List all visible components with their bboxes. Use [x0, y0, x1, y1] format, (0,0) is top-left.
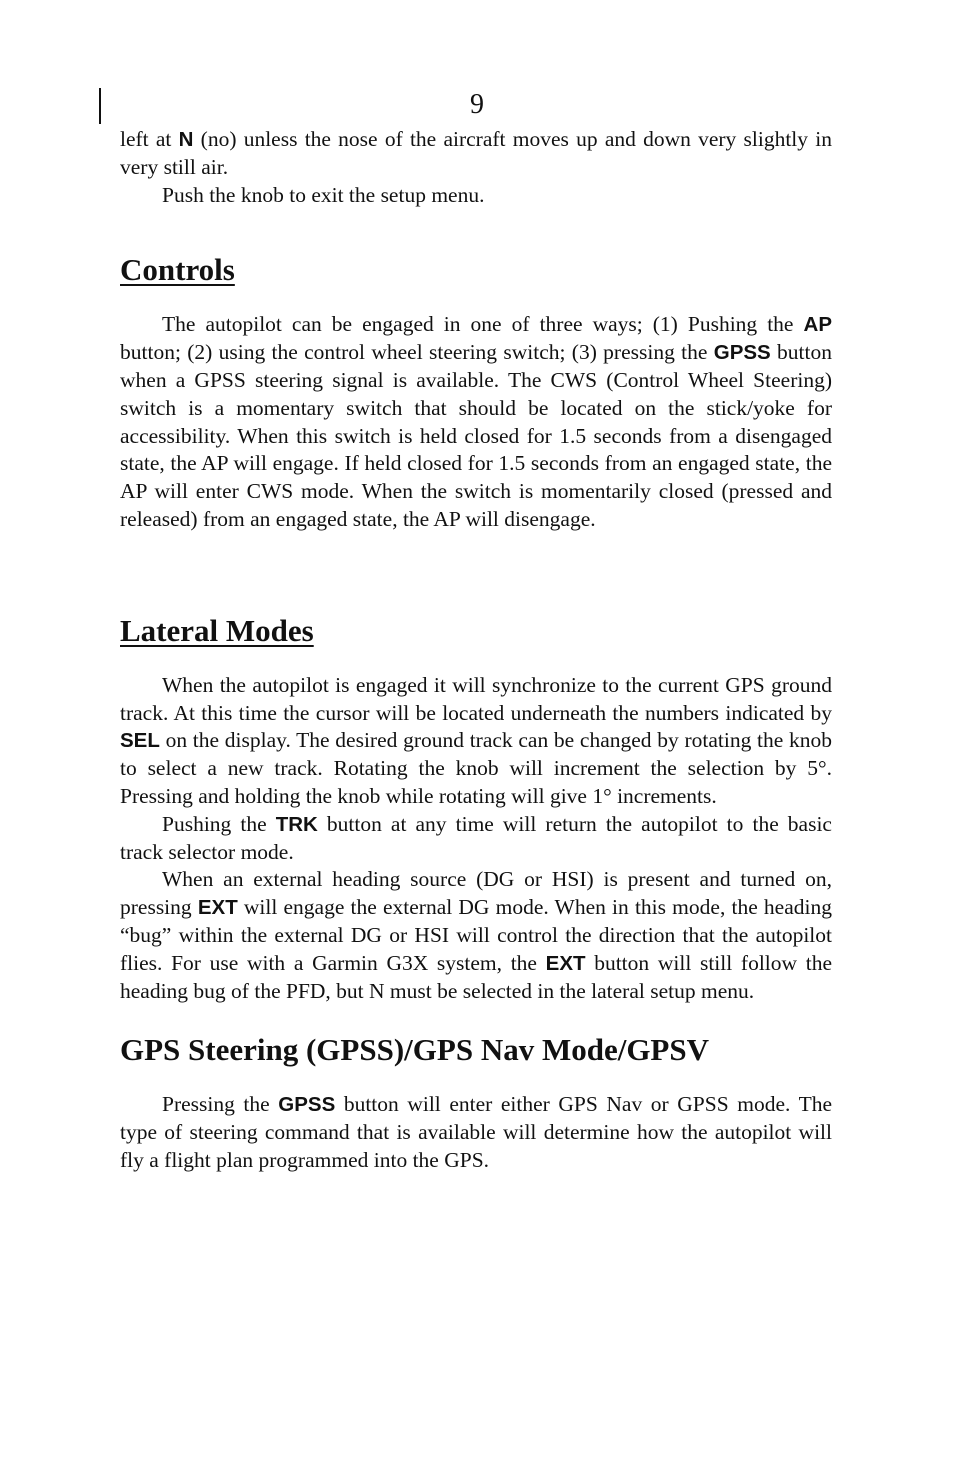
keyword-n: N	[178, 128, 194, 151]
keyword-gpss: GPSS	[713, 341, 771, 365]
text-run: (no) unless the nose of the aircraft moves up and down very slightly in very still air.	[120, 127, 832, 179]
keyword-trk: TRK	[275, 812, 318, 836]
text-run: button; (2) using the control wheel steering switch; (3) pressing the	[120, 340, 714, 365]
keyword-ext: EXT	[197, 896, 238, 920]
lateral-modes-heading: Lateral Modes	[120, 612, 314, 648]
gps-steering-heading: GPS Steering (GPSS)/GPS Nav Mode/GPSV	[120, 1032, 709, 1068]
keyword-gpss: GPSS	[278, 1093, 336, 1117]
text-run: Pressing the	[162, 1092, 279, 1117]
text-run: will engage the external DG mode. When in this mode, the heading “bug” within the external DG or HSI will control the direction that the autopilot flies. For use with a Garmin G3X system, the	[120, 895, 832, 975]
keyword-sel: SEL	[120, 729, 160, 753]
intro-paragraph-exit: Push the knob to exit the setup menu.	[162, 182, 485, 207]
text-run: button at any time will return the autopilot to the basic track selector mode.	[120, 811, 832, 864]
keyword-ext: EXT	[545, 951, 586, 975]
page-body	[120, 126, 832, 1175]
text-run: When an external heading source (DG or HSI) is present and turned on, pressing	[120, 867, 832, 920]
text-run: left at	[120, 127, 179, 151]
text-run: button will still follow the heading bug of the PFD, but N must be selected in the lateral setup menu.	[120, 950, 832, 1003]
lateral-paragraph-1	[120, 672, 832, 811]
controls-paragraph	[120, 311, 832, 533]
text-run: The autopilot can be engaged in one of three ways; (1) Pushing the	[162, 312, 804, 337]
text-run: on the display. The desired ground track can be changed by rotating the knob to select a new track. Rotating the knob will increment the selection by 5°. Pressing and holding the knob while rotating will give 1° increments.	[120, 728, 832, 808]
keyword-ap: AP	[803, 313, 832, 337]
gps-steering-paragraph	[120, 1091, 832, 1174]
text-run: button when a GPSS steering signal is available. The CWS (Control Wheel Steering) switch is a momentary switch that should be located on the stick/yoke for accessibility. When this switch is held closed for 1.5 seconds from a disengaged state, the AP will engage. If held closed for 1.5 seconds from an engaged state, the AP will enter CWS mode. When the switch is momentarily closed (pressed and released) from an engaged state, the AP will disengage.	[120, 340, 832, 531]
text-run: button will enter either GPS Nav or GPSS mode. The type of steering command that is available will determine how the autopilot will fly a flight plan programmed into the GPS.	[120, 1092, 832, 1172]
text-run: Pushing the	[162, 811, 276, 836]
text-run: When the autopilot is engaged it will synchronize to the current GPS ground track. At this time the cursor will be located underneath the numbers indicated by	[120, 672, 832, 725]
intro-paragraph	[120, 126, 832, 182]
controls-heading: Controls	[120, 252, 235, 288]
page-number: 9	[470, 89, 484, 120]
lateral-paragraph-2	[120, 811, 832, 867]
lateral-paragraph-3	[120, 866, 832, 1005]
